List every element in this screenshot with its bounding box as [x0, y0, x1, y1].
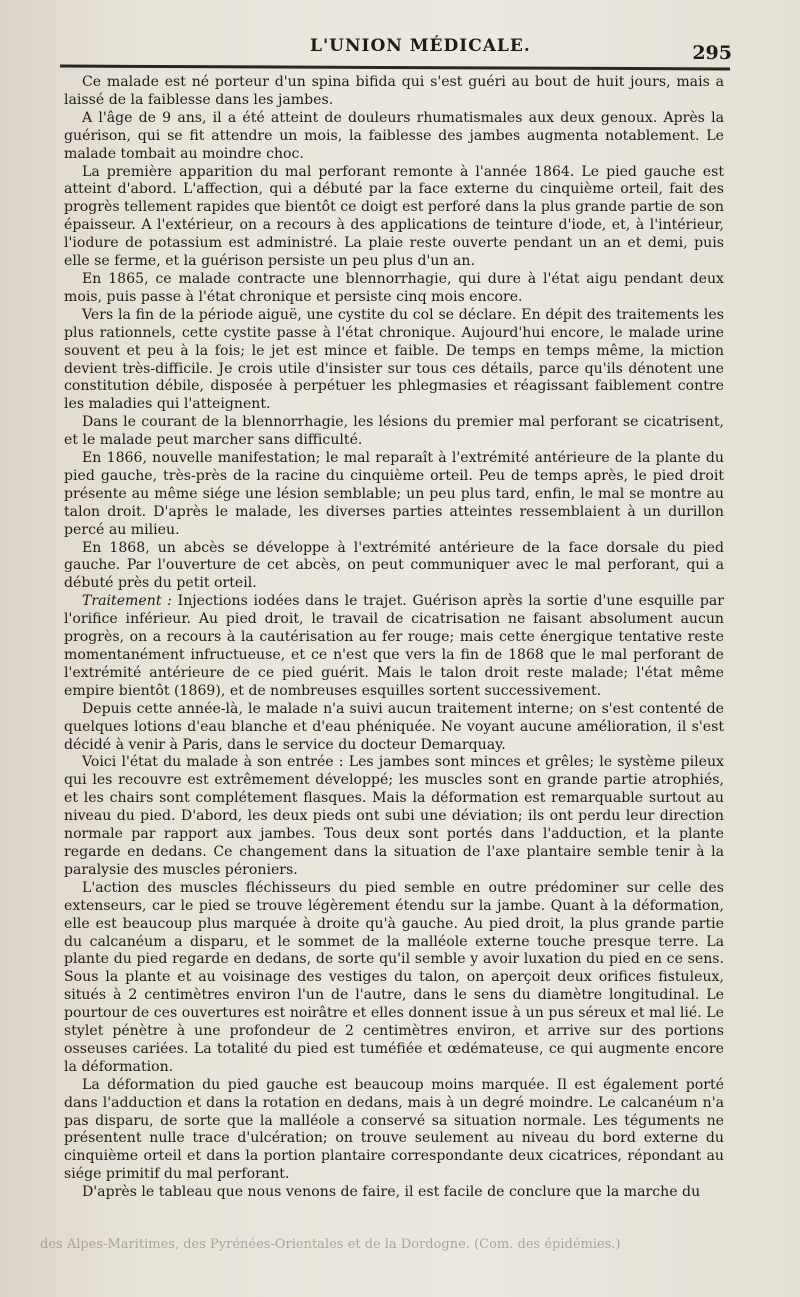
paragraph: En 1866, nouvelle manifestation; le mal reparaît à l'extrémité antérieure de la plante du pied gauche, très-près de la racine du cinquième orteil. Peu de temps après, le pied droit présente au même siége une lésion semblable; un peu plus tard, enfin, le mal se montre au talon droit. D'après le malade, les diverses parties atteintes ressemblaient à un durillon percé au milieu. [64, 450, 724, 538]
body-text [64, 74, 724, 1202]
paragraph: Ce malade est né porteur d'un spina bifida qui s'est guéri au bout de huit jours, mais a laissé de la faiblesse dans les jambes. [64, 74, 724, 108]
paragraph: Dans le courant de la blennorrhagie, les lésions du premier mal perforant se cicatrisent, et le malade peut marcher sans difficulté. [64, 414, 724, 449]
paragraph: Vers la fin de la période aiguë, une cystite du col se déclare. En dépit des traitements les plus rationnels, cette cystite passe à l'état chronique. Aujourd'hui encore, le malade urine souvent et peu à la fois; le jet est mince et faible. De temps en temps même, la miction devient très-difficile. Je crois utile d'insister sur tous ces détails, parce qu'ils dénotent une constitution débile, disposée à perpétuer les phlegmasies et réagissant faiblement contre les maladies qui l'atteignent. [64, 306, 724, 413]
paragraph: D'après le tableau que nous venons de faire, il est facile de conclure que la marche du [82, 1184, 701, 1201]
treatment-text: Injections iodées dans le trajet. Guérison après la sortie d'une esquille par l'orifice inférieur. Au pied droit, le travail de cicatrisation ne faisant absolument aucun progrès, on a recours à la cautérisation au fer rouge; mais cette énergique tentative reste momentanément infructueuse, et ce n'est que vers la fin de 1868 que le mal perforant de l'extrémité antérieure de ce pied guérit. Mais le talon droit reste malade; l'état même empire bientôt (1869), et de nombreuses esquilles sortent successivement. [64, 593, 724, 699]
paragraph: En 1865, ce malade contracte une blennorrhagie, qui dure à l'état aigu pendant deux mois, puis passe à l'état chronique et persiste cinq mois encore. [64, 270, 724, 305]
paragraph: L'action des muscles fléchisseurs du pied semble en outre prédominer sur celle des extenseurs, car le pied se trouve légèrement étendu sur la jambe. Quant à la déformation, elle est beaucoup plus marquée à droite qu'à gauche. Au pied droit, la plus grande partie du calcanéum a disparu, et le sommet de la malléole externe touche presque terre. La plante du pied regarde en dedans, de sorte qu'il semble y avoir luxation du pied en ce sens. Sous la plante et au voisinage des vestiges du talon, on aperçoit deux orifices fistuleux, situés à 2 centimètres environ l'un de l'autre, dans le sens du diamètre longitudinal. Le pourtour de ces ouvertures est noirâtre et elles donnent issue à un pus séreux et mal lié. Le stylet pénètre à une profondeur de 2 centimètres environ, et arrive sur des portions osseuses cariées. La totalité du pied est tuméfiée et œdémateuse, ce qui augmente encore la déformation. [64, 879, 724, 1075]
page-number: 295 [692, 42, 732, 64]
paragraph: A l'âge de 9 ans, il a été atteint de douleurs rhumatismales aux deux genoux. Après la guérison, qui se fit attendre un mois, la faiblesse des jambes augmenta notablement. Le malade tombait au moindre choc. [64, 109, 724, 162]
treatment-paragraph [64, 593, 724, 700]
page-header [60, 34, 732, 66]
paragraph: En 1868, un abcès se développe à l'extrémité antérieure de la face dorsale du pied gauche. Par l'ouverture de cet abcès, on peut communiquer avec le mal perforant, qui a débuté près du petit orteil. [64, 539, 724, 592]
running-title: L'UNION MÉDICALE. [310, 36, 531, 56]
paragraph: La première apparition du mal perforant remonte à l'année 1864. Le pied gauche est atteint d'abord. L'affection, qui a débuté par la face externe du cinquième orteil, fait des progrès tellement rapides que bientôt ce doigt est perforé dans la plus grande partie de son épaisseur. A l'extérieur, on a recours à des applications de teinture d'iode, et, à l'intérieur, l'iodure de potassium est administré. La plaie reste ouverte pendant un an et demi, puis elle se ferme, et la guérison persiste un peu plus d'un an. [64, 163, 725, 270]
paragraph: Depuis cette année-là, le malade n'a suivi aucun traitement interne; on s'est contenté de quelques lotions d'eau blanche et d'eau phéniquée. Ne voyant aucune amélioration, il s'est décidé à venir à Paris, dans le service du docteur Demarquay. [64, 700, 724, 753]
treatment-label: Traitement : [82, 593, 172, 610]
paragraph: Voici l'état du malade à son entrée : Les jambes sont minces et grêles; le système pileux qui les recouvre est extrêmement développé; les muscles sont en grande partie atrophiés, et les chairs sont complétement flasques. Mais la déformation est remarquable surtout au niveau du pied. D'abord, les deux pieds ont subi une déviation; ils ont perdu leur direction normale par rapport aux jambes. Tous deux sont portés dans l'adduction, et la plante regarde en dedans. Ce changement dans la situation de l'axe plantaire semble tenir à la paralysie des muscles péroniers. [64, 754, 724, 878]
bleed-through-text: des Alpes-Maritimes, des Pyrénées-Orientales et de la Dordogne. (Com. des épidémies.) [40, 1237, 621, 1252]
paragraph: La déformation du pied gauche est beaucoup moins marquée. Il est également porté dans l'adduction et dans la rotation en dedans, mais à un degré moindre. Le calcanéum n'a pas disparu, de sorte que la malléole a conservé sa situation normale. Les téguments ne présentent nulle trace d'ulcération; on trouve seulement au niveau du bord externe du cinquième orteil et dans la portion plantaire correspondante deux cicatrices, répondant au siége primitif du mal perforant. [64, 1076, 724, 1183]
